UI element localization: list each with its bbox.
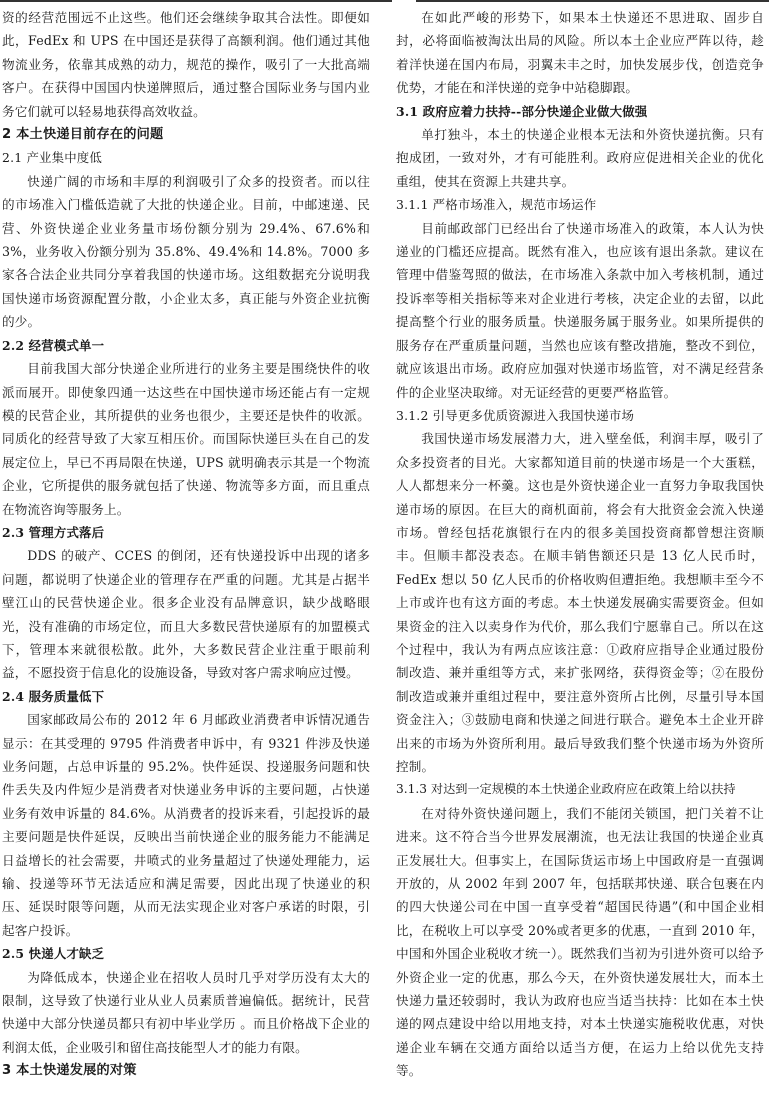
header-rule-left [0,0,392,2]
subsection-heading-2-4: 2.4 服务质量低下 [2,688,105,704]
subsection-heading-2-3: 2.3 管理方式落后 [2,524,105,540]
header-rule [0,0,769,3]
right-column [396,6,764,1083]
paragraph-2-1: 快递广阔的市场和丰厚的利润吸引了众多的投资者。而以往的市场准入门槛低造就了大批的快递企业。目前，中邮速递、民营、外资快递企业业务量市场份额分别为 29.4%、67.6%和 3%，业务收入份额分别为 35.8%、49.4%和 14.8%。7000 多家各合法企业共同分享着我国的快递市场。这组数据充分说明我国快递市场资源配置分散，小企业太多，真正能与外资企业抗衡的少。 [2,173,370,330]
paragraph-2-3: DDS 的破产、CCES 的倒闭，还有快递投诉中出现的诸多问题，都说明了快递企业的管理存在严重的问题。尤其是占据半壁江山的民营快递企业。很多企业没有品牌意识，缺少战略眼光，没有准确的市场定位，而且大多数民营快递原有的加盟模式下，管理本来就很松散。此外，大多数民营企业注重于眼前利益，不愿投资于信息化的设施设备，导致对客户需求响应过慢。 [2,548,370,681]
subsection-heading-2-1: 2.1 产业集中度低 [2,150,102,166]
section-heading-3: 3 本土快递发展的对策 [2,1063,137,1079]
paragraph-3-1-1: 目前邮政部门已经出台了快递市场准入的政策，本人认为快递业的门槛还应提高。既然有准入，也应该有退出条款。建议在管理中借鉴驾照的做法，在市场准入条款中加入考核机制，通过投诉率等相关指标等来对企业进行考核，决定企业的去留，以此提高整个行业的服务质量。快递服务属于服务业。如果所提供的服务存在严重质量问题，当然也应该有整改措施，整改不到位，就应该退出市场。政府应加强对快递市场监管，对不满足经营条件的企业坚决取缔。对无证经营的更要严格监管。 [396,220,764,400]
paragraph-continued: 资的经营范围远不止这些。他们还会继续争取其合法性。即便如此，FedEx 和 UPS 在中国还是获得了高额利润。他们通过其他物流业务，依靠其成熟的动力，规范的操作，吸引了一大批高端客户。在获得中国国内快递牌照后，通过整合国际业务与国内业务它们就可以轻易地获得高效收益。 [2,10,370,119]
subsection-heading-2-2: 2.2 经营模式单一 [2,337,105,353]
subsection-heading-3-1: 3.1 政府应着力扶持--部分快递企业做大做强 [396,103,648,119]
left-column [2,6,370,1083]
paragraph-2-2: 目前我国大部分快递企业所进行的业务主要是围绕快件的收派而展开。即使象四通一达这些在中国快递市场还能占有一定规模的民营企业，其所提供的业务也很少，主要还是快件的收派。同质化的经营导致了大家互相压价。而国际快递巨头在自己的发展定位上，早已不再局限在快递，UPS 就明确表示其是一个物流企业，它所提供的服务就包括了快递、物流等多方面，而且重点在物流咨询等服务上。 [2,361,370,517]
paragraph-2-5: 为降低成本，快递企业在招收人员时几乎对学历没有太大的限制，这导致了快递行业从业人员素质普遍偏低。据统计，民营快递中大部分快递员都只有初中毕业学历 。而且价格战下企业的利润太低，企业吸引和留住高技能型人才的能力有限。 [2,969,370,1055]
subsection-heading-3-1-3: 3.1.3 对达到一定规模的本土快递企业政府应在政策上给以扶持 [396,782,736,797]
subsection-heading-3-1-1: 3.1.1 严格市场准入，规范市场运作 [396,197,597,213]
paragraph-3-intro: 在如此严峻的形势下，如果本土快递还不思进取、固步自封，必将面临被淘汰出局的风险。所以本土企业应严阵以待，趁着洋快递在国内布局，羽翼未丰之时，加快发展步伐，创造竞争优势，才能在和洋快递的竞争中站稳脚跟。 [396,10,764,96]
paragraph-3-1-3: 在对待外资快递问题上，我们不能闭关锁国，把门关着不让进来。这不符合当今世界发展潮流，也无法让我国的快递企业真正发展壮大。但事实上，在国际货运市场上中国政府是一直强调开放的，从 2002 年到 2007 年，包括联邦快递、联合包裹在内的四大快递公司在中国一直享受着“超国民待遇”(和中国企业相比，在税收上可以享受 20%或者更多的优惠，一直到 2010 年，中国和外国企业税收才统一）。既然我们当初为引进外资可以给予外资企业一定的优惠，那么今天，在外资快递发展壮大，而本土快递力量还较弱时，我认为政府也应当适当扶持：比如在本土快递的网点建设中给以用地支持，对本土快递实施税收优惠，对快递企业车辆在交通方面给以适当方便，在运力上给以优先支持等。 [396,805,764,1079]
subsection-heading-3-1-2: 3.1.2 引导更多优质资源进入我国快递市场 [396,407,635,423]
section-heading-2: 2 本土快递目前存在的问题 [2,127,164,143]
paragraph-3-1-2: 我国快递市场发展潜力大，进入壁垒低，利润丰厚，吸引了众多投资者的目光。大家都知道目前的快递市场是一个大蛋糕，人人都想来分一杯羹。这也是外资快递企业一直努力争取我国快递市场的原因。在巨大的商机面前，将会有大批资金会流入快递市场。曾经包括花旗银行在内的很多美国投资商都曾想注资顺丰。但顺丰都没表态。在顺丰销售额还只是 13 亿人民币时，FedEx 想以 50 亿人民币的价格收购但遭拒绝。我想顺丰至今不上市或许也有这方面的考虑。本土快递发展确实需要资金。但如果资金的注入以卖身作为代价，那么我们宁愿靠自己。所以在这个过程中，我认为有两点应该注意：①政府应指导企业通过股份制改造、兼并重组等方式，来扩张网络，获得资金等；②在股份制改造或兼并重组过程中，要注意外资所占比例，尽量引导本国资金注入；③鼓励电商和快递之间进行联合。避免本土企业开辟出来的市场为外资所利用。最后导致我们整个快递市场为外资所控制。 [396,431,764,774]
paragraph-3-1: 单打独斗，本土的快递企业根本无法和外资快递抗衡。只有抱成团，一致对外，才有可能胜利。政府应促进相关企业的优化重组，使其在资源上共建共享。 [396,127,764,189]
subsection-heading-2-5: 2.5 快递人才缺乏 [2,946,105,962]
header-rule-right [416,0,769,2]
paragraph-2-4: 国家邮政局公布的 2012 年 6 月邮政业消费者申诉情况通告显示：在其受理的 9795 件消费者申诉中，有 9321 件涉及快递业务问题，占总申诉量的 95.2%。快件延误、投递服务问题和快件丢失及内件短少是消费者对快递业务申诉的主要问题，占快递业务有效申诉量的 84.6%。从消费者的投诉来看，引起投诉的最主要问题是快件延误，反映出当前快递企业的服务能力不能满足日益增长的社会需要，井喷式的业务量超过了快递处理能力，运输、投递等环节无法适应和满足需要，因此出现了快递业的积压、延误时限等问题，从而无法实现企业对客户承诺的时限，引起客户投诉。 [2,712,370,938]
